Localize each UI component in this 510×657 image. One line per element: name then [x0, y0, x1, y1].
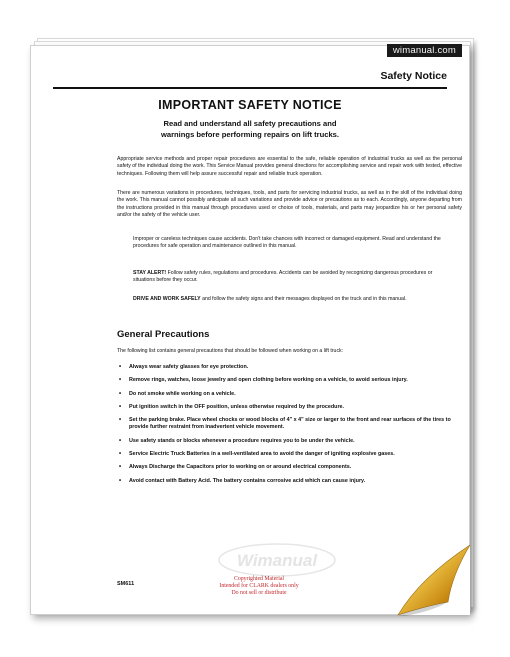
list-item-text: Avoid contact with Battery Acid. The battery contains corrosive acid which can cause injury.	[129, 477, 366, 484]
list-item	[117, 417, 457, 432]
general-precautions-intro: The following list contains general precautions that should be followed when working on a lift truck:	[117, 348, 344, 354]
section-title: Safety Notice	[380, 70, 447, 82]
list-item	[117, 451, 457, 458]
bullet-icon: •	[119, 390, 122, 397]
bullet-icon: •	[119, 477, 122, 484]
list-item-text: Put ignition switch in the OFF position, unless otherwise required by the procedure.	[129, 403, 345, 410]
callout-stay-alert-text: Follow safety rules, regulations and procedures. Accidents can be avoided by recognizing dangerous procedures or situations before they occur.	[133, 270, 433, 284]
list-item	[117, 404, 457, 411]
bullet-icon: •	[119, 437, 122, 444]
list-item	[117, 364, 457, 371]
bullet-icon: •	[119, 451, 122, 458]
list-item-text: Always wear safety glasses for eye protection.	[129, 364, 249, 370]
list-item	[117, 438, 457, 445]
svg-text:Wimanual: Wimanual	[236, 551, 318, 570]
bullet-icon: •	[119, 364, 122, 370]
document-code: SM611	[117, 581, 135, 587]
list-item	[117, 391, 457, 398]
site-watermark: wimanual.com	[387, 44, 462, 57]
bullet-icon: •	[119, 377, 122, 384]
copyright-line-3: Do not sell or distribute	[231, 589, 287, 596]
subtitle	[91, 119, 409, 140]
callout-careless: Improper or careless techniques cause accidents. Don't take chances with incorrect or damaged equipment. Read and understand the procedures for safe operation and maintenance outlined in this manual.	[133, 236, 441, 250]
list-item-text: Always Discharge the Capacitors prior to working on or around electrical components.	[129, 464, 352, 471]
callout-stay-alert	[133, 270, 451, 285]
title-rule	[53, 87, 447, 89]
precautions-list	[117, 364, 457, 491]
general-precautions-heading: General Precautions	[117, 329, 210, 340]
list-item-text: Do not smoke while working on a vehicle.	[129, 390, 236, 397]
list-item-text: Remove rings, watches, loose jewelry and open clothing before working on a vehicle, to avoid serious injury.	[129, 377, 408, 384]
callout-drive-safely	[133, 296, 451, 303]
list-item	[117, 377, 457, 384]
list-item	[117, 464, 457, 471]
page-title: IMPORTANT SAFETY NOTICE	[158, 98, 342, 112]
callout-drive-safely-text: and follow the safety signs and their messages displayed on the truck and in this manual.	[200, 296, 407, 302]
bullet-icon: •	[119, 464, 122, 471]
paragraph-1: Appropriate service methods and proper repair procedures are essential to the safe, reliable operation of industrial trucks as well as the personal safety of the individual doing the work. This Service Manual provides general directions for accomplishing service and repair work with tested, effective techniques. Following them will help assure successful repair and reliable truck operation.	[117, 156, 462, 177]
copyright-line-2: Intended for CLARK dealers only	[219, 582, 299, 589]
list-item-text: Use safety stands or blocks whenever a procedure requires you to be under the vehicle.	[129, 437, 355, 444]
subtitle-line-1: Read and understand all safety precautions and	[163, 119, 337, 128]
paragraph-2: There are numerous variations in procedures, techniques, tools, and parts for servicing industrial trucks, as well as in the skill of the individual doing the work. This manual cannot possibly anticipate all such variations and provide advice or precautions as to each. Accordingly, anyone departing from the instructions provided in this manual through procedures used or choice of tools, materials, and parts may jeopardize his or her personal safety and/or the safety of the vehicle user.	[117, 190, 462, 218]
callout-stay-alert-bold: STAY ALERT!	[133, 270, 167, 276]
copyright-line-1: Copyrighted Material	[233, 576, 285, 582]
wimanual-watermark-logo	[217, 540, 337, 580]
manual-page	[30, 45, 470, 615]
callout-drive-safely-bold: DRIVE AND WORK SAFELY	[133, 296, 201, 302]
subtitle-line-2: warnings before performing repairs on lift trucks.	[160, 129, 340, 139]
copyright-notice	[199, 576, 319, 596]
list-item-text: Set the parking brake. Place wheel chocks or wood blocks of 4" x 4" size or larger to the front and rear surfaces of the tires to provide further restraint from inadvertent vehicle movement.	[129, 417, 451, 431]
list-item-text: Service Electric Truck Batteries in a well-ventilated area to avoid the danger of igniting explosive gases.	[129, 451, 395, 458]
bullet-icon: •	[119, 403, 122, 410]
list-item	[117, 478, 457, 485]
bullet-icon: •	[119, 417, 122, 424]
